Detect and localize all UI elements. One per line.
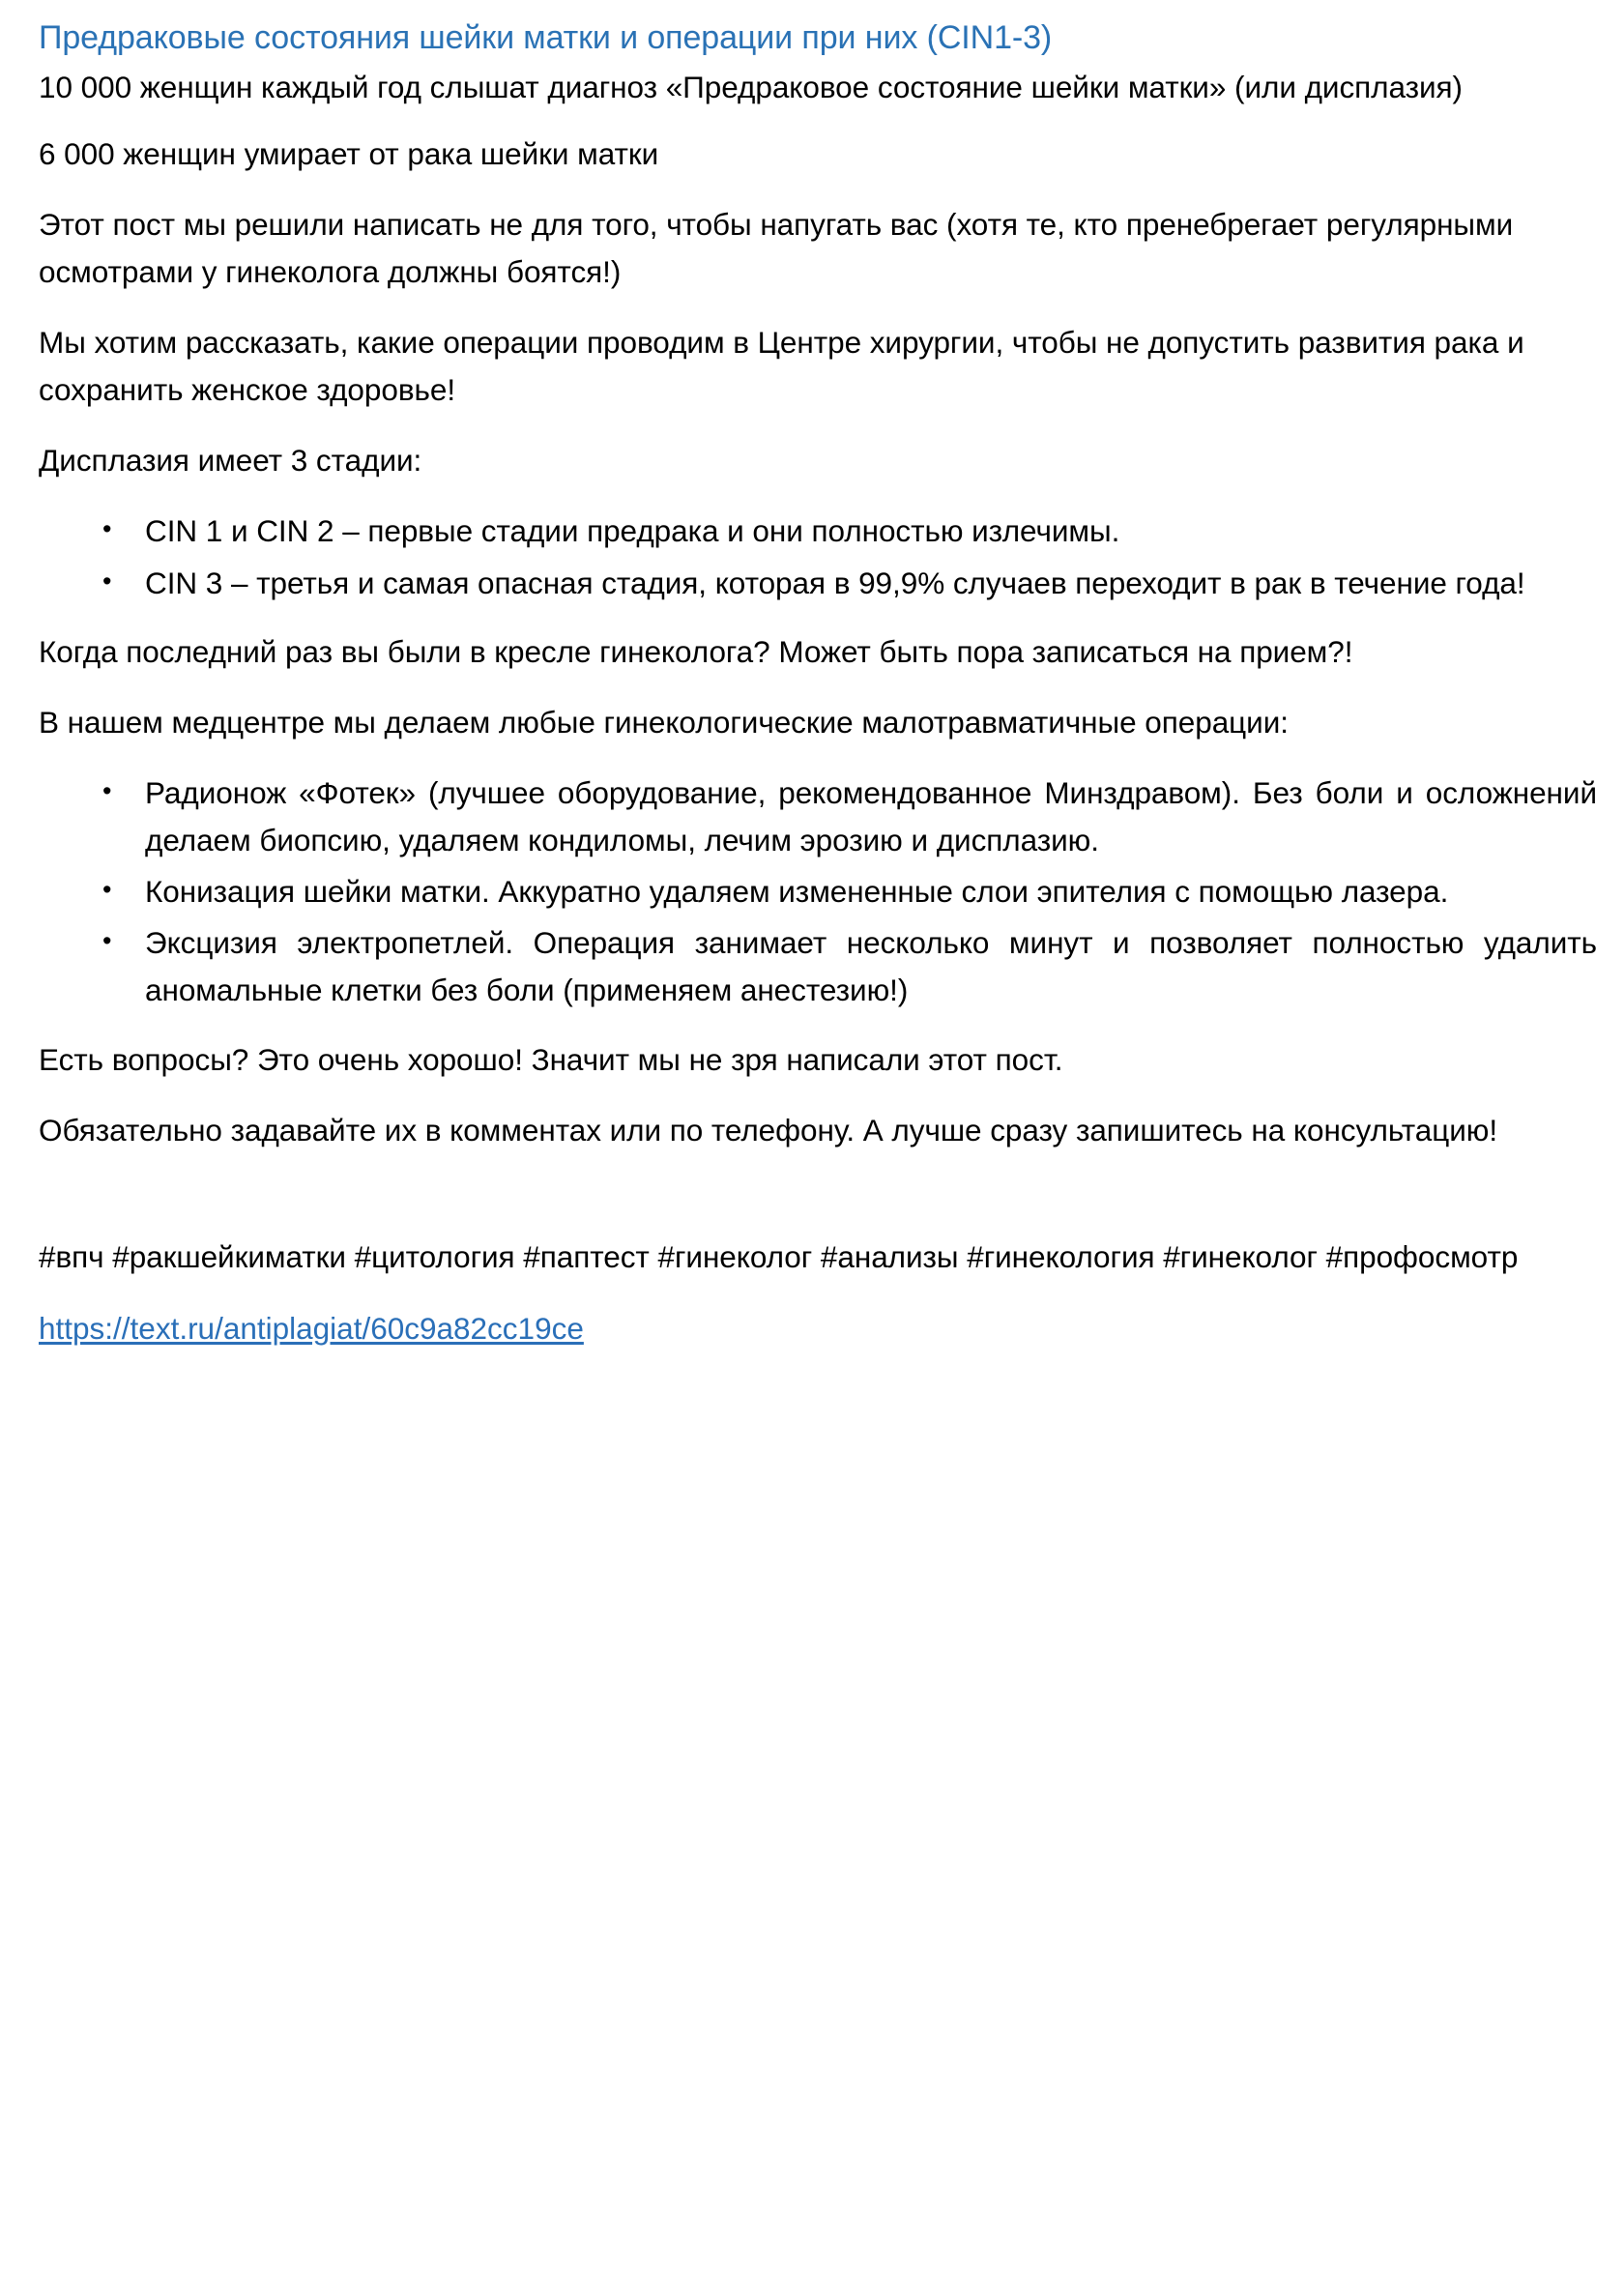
paragraph-call-to-action: Обязательно задавайте их в комментах или по телефону. А лучше сразу запишитесь на консультацию!: [39, 1112, 1498, 1148]
paragraph-clinic-intro: Мы хотим рассказать, какие операции проводим в Центре хирургии, чтобы не допустить развития рака и сохранить женское здоровье!: [39, 325, 1524, 408]
paragraph-appointment-question: Когда последний раз вы были в кресле гинеколога? Может быть пора записаться на прием?!: [39, 633, 1353, 669]
source-link-line: [39, 1306, 1597, 1351]
paragraph-diagnosis-stat: 10 000 женщин каждый год слышат диагноз «Предраковое состояние шейки матки» (или дисплазия): [39, 69, 1463, 104]
list-item: • CIN 3 – третья и самая опасная стадия, которая в 99,9% случаев переходит в рак в течение года!: [39, 560, 1597, 607]
operations-list: [39, 770, 1597, 1015]
page-title: Предраковые состояния шейки матки и операции при них (CIN1-3): [39, 19, 1053, 56]
hashtag-block: #впч #ракшейкиматки #цитология #паптест #гинеколог #анализы #гинекология #гинеколог #профосмотр: [39, 1238, 1519, 1274]
antiplagiat-link[interactable]: https://text.ru/antiplagiat/60c9a82cc19ce: [39, 1310, 584, 1346]
stages-list: [39, 508, 1597, 606]
list-item: • Радионож «Фотек» (лучшее оборудование, рекомендованное Минздравом). Без боли и осложнений делаем биопсию, удаляем кондиломы, лечим эрозию и дисплазию.: [39, 770, 1597, 864]
paragraph-post-purpose: Этот пост мы решили написать не для того, чтобы напугать вас (хотя те, кто пренебрегает регулярными осмотрами у гинеколога должны боятся!): [39, 206, 1514, 289]
paragraph-mortality-stat: 6 000 женщин умирает от рака шейки матки: [39, 135, 659, 171]
list-item: • Конизация шейки матки. Аккуратно удаляем измененные слои эпителия с помощью лазера.: [39, 868, 1597, 915]
paragraph-questions-welcome: Есть вопросы? Это очень хорошо! Значит мы не зря написали этот пост.: [39, 1041, 1063, 1077]
list-item: • Эксцизия электропетлей. Операция занимает несколько минут и позволяет полностью удалить аномальные клетки без боли (применяем анестезию!): [39, 919, 1597, 1014]
vertical-spacer: [39, 1177, 1597, 1234]
paragraph-stages-intro: Дисплазия имеет 3 стадии:: [39, 443, 422, 479]
list-item: • CIN 1 и CIN 2 – первые стадии предрака и они полностью излечимы.: [39, 508, 1597, 555]
paragraph-operations-intro: В нашем медцентре мы делаем любые гинекологические малотравматичные операции:: [39, 704, 1289, 740]
